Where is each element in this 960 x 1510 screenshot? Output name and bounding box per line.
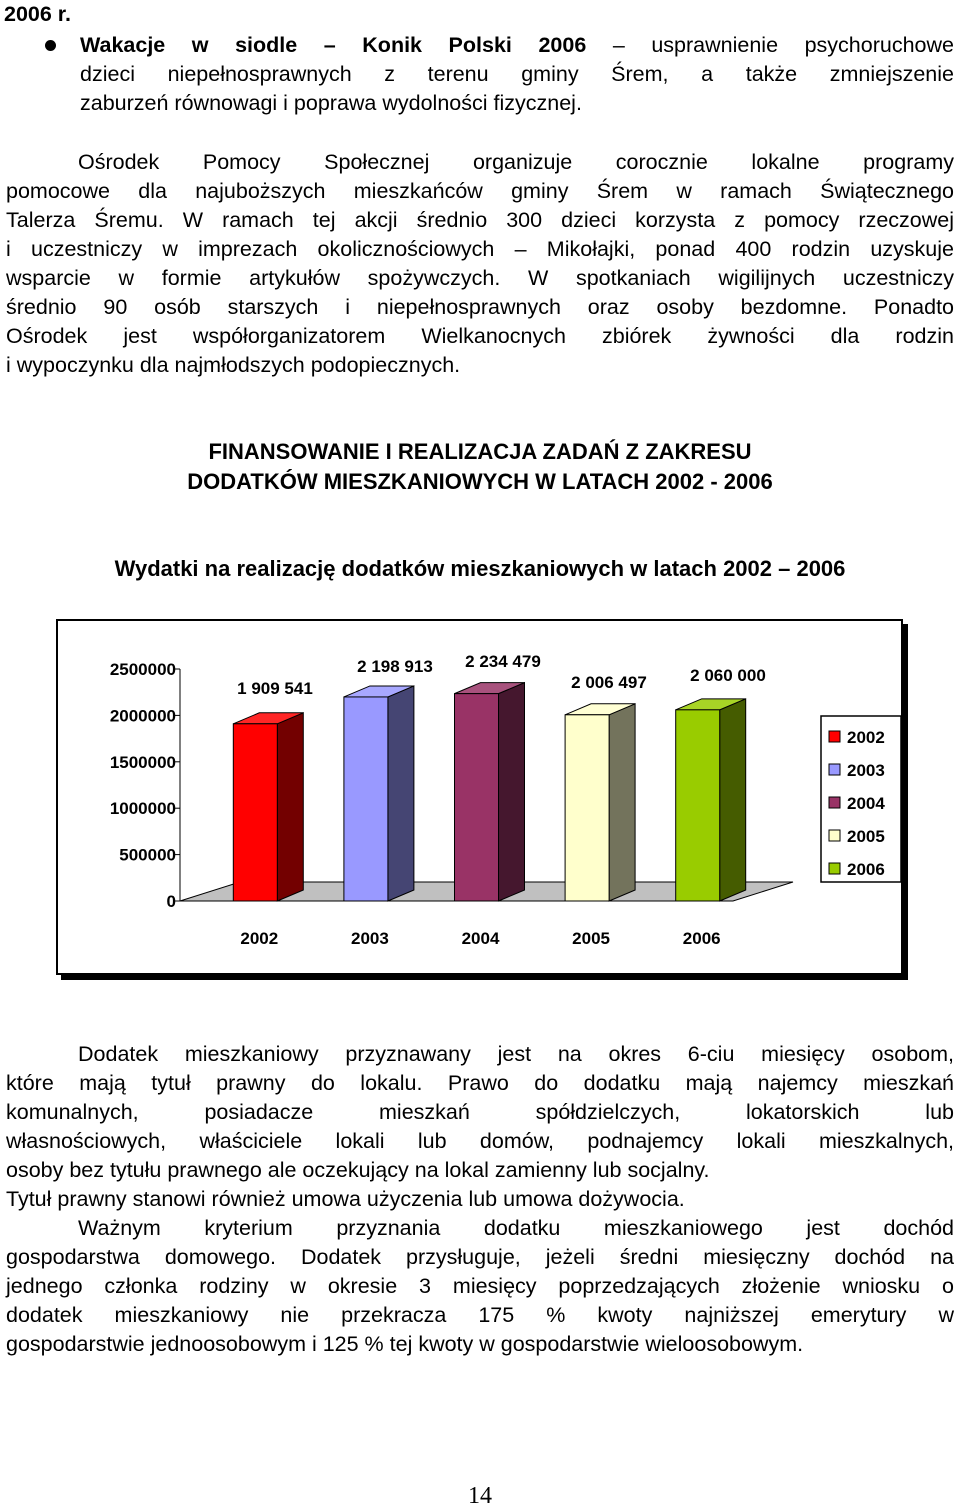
data-label: 1 909 541: [237, 679, 313, 698]
year-header: 2006 r.: [4, 2, 71, 26]
paragraph-line: gospodarstwa domowego. Dodatek przysługuje, jeżeli średni miesięczny dochód na: [6, 1245, 954, 1269]
paragraph-line: własnościowych, właściciele lokali lub domów, podnajemcy lokali mieszkalnych,: [6, 1129, 954, 1153]
section-heading-line: DODATKÓW MIESZKANIOWYCH W LATACH 2002 - 2006: [187, 469, 773, 494]
legend-label: 2003: [847, 761, 885, 780]
section-heading-line: FINANSOWANIE I REALIZACJA ZADAŃ Z ZAKRESU: [208, 439, 752, 464]
legend-label: 2005: [847, 827, 885, 846]
paragraph-line: i wypoczynku dla najmłodszych podopiecznych.: [6, 353, 461, 377]
legend-swatch-2005: [829, 830, 840, 841]
paragraph-line: Ważnym kryterium przyznania dodatku mieszkaniowego jest dochód: [78, 1216, 954, 1240]
x-tick-label: 2003: [350, 929, 389, 948]
bar-2002: [233, 724, 277, 901]
bar-side-2003: [388, 686, 414, 901]
y-tick-label: 500000: [119, 845, 176, 865]
section-heading: [0, 437, 960, 497]
bar-chart: [58, 621, 901, 973]
bar-side-2004: [499, 683, 525, 901]
legend-swatch-2006: [829, 863, 840, 874]
paragraph-line: i uczestniczy w imprezach okolicznościowych – Mikołajki, ponad 400 rodzin uzyskuje: [6, 237, 954, 261]
x-tick-label: 2002: [240, 929, 279, 948]
bullet-dot: [45, 40, 56, 51]
y-tick-label: 1000000: [109, 799, 176, 819]
legend-swatch-2002: [829, 731, 840, 742]
paragraph-line: które mają tytuł prawny do lokalu. Prawo do dodatku mają najemcy mieszkań: [6, 1071, 954, 1095]
paragraph-line: osoby bez tytułu prawnego ale oczekujący na lokal zamienny lub socjalny.: [6, 1158, 710, 1182]
chart-title: Wydatki na realizację dodatków mieszkaniowych w latach 2002 – 2006: [114, 556, 846, 581]
bullet-bold-title: Wakacje w siodle – Konik Polski 2006: [80, 33, 587, 57]
paragraph-line: Ośrodek jest współorganizatorem Wielkanocnych zbiórek żywności dla rodzin: [6, 324, 954, 348]
x-tick-label: 2005: [572, 929, 611, 948]
paragraph-line: Ośrodek Pomocy Społecznej organizuje corocznie lokalne programy: [78, 150, 954, 174]
chart-frame: [56, 619, 903, 975]
legend-swatch-2004: [829, 797, 840, 808]
paragraph-eligibility: [6, 1040, 954, 1214]
bar-side-2005: [609, 704, 635, 901]
y-tick-label: 2500000: [109, 660, 176, 679]
bullet-line: Wakacje w siodle – Konik Polski 2006 – usprawnienie psychoruchowe: [80, 33, 954, 57]
y-tick-label: 0: [166, 892, 176, 911]
paragraph-income: [6, 1214, 954, 1359]
paragraph-programs: [6, 148, 954, 380]
bar-2003: [344, 697, 388, 901]
x-tick-label: 2006: [682, 929, 721, 948]
y-tick-label: 1500000: [109, 752, 176, 772]
paragraph-line: Talerza Śremu. W ramach tej akcji średnio 300 dzieci korzysta z pomocy rzeczowej: [6, 208, 954, 232]
legend-label: 2004: [847, 794, 885, 813]
bar-2006: [676, 710, 720, 901]
paragraph-line: dodatek mieszkaniowy nie przekracza 175 % kwoty najniższej emerytury w: [6, 1303, 954, 1327]
legend-label: 2002: [847, 728, 885, 747]
data-label: 2 006 497: [571, 673, 647, 692]
paragraph-line: jednego członka rodziny w okresie 3 miesięcy poprzedzających złożenie wniosku o: [6, 1274, 954, 1298]
legend-swatch-2003: [829, 764, 840, 775]
paragraph-line: gospodarstwie jednoosobowym i 125 % tej kwoty w gospodarstwie wieloosobowym.: [6, 1332, 804, 1356]
bar-2004: [455, 694, 499, 901]
bullet-text: [80, 31, 954, 118]
bar-2005: [565, 715, 609, 901]
bullet-line: dzieci niepełnosprawnych z terenu gminy Śrem, a także zmniejszenie: [80, 62, 954, 86]
paragraph-line: pomocowe dla najuboższych mieszkańców gminy Śrem w ramach Świątecznego: [6, 179, 954, 203]
data-label: 2 060 000: [690, 666, 766, 685]
paragraph-line: wsparcie w formie artykułów spożywczych. W spotkaniach wigilijnych uczestniczy: [6, 266, 954, 290]
data-label: 2 234 479: [465, 652, 541, 671]
paragraph-line: średnio 90 osób starszych i niepełnosprawnych oraz osoby bezdomne. Ponadto: [6, 295, 954, 319]
paragraph-line: Tytuł prawny stanowi również umowa użyczenia lub umowa dożywocia.: [6, 1187, 685, 1211]
bullet-line: zaburzeń równowagi i poprawa wydolności fizycznej.: [80, 91, 582, 115]
page-number: 14: [468, 1483, 492, 1509]
legend-label: 2006: [847, 860, 885, 879]
data-label: 2 198 913: [357, 657, 433, 676]
bar-side-2002: [277, 713, 303, 901]
paragraph-line: komunalnych, posiadacze mieszkań spółdzielczych, lokatorskich lub: [6, 1100, 954, 1124]
x-tick-label: 2004: [461, 929, 500, 948]
bar-side-2006: [720, 699, 746, 901]
paragraph-line: Dodatek mieszkaniowy przyznawany jest na okres 6-ciu miesięcy osobom,: [78, 1042, 954, 1066]
y-tick-label: 2000000: [109, 706, 176, 726]
